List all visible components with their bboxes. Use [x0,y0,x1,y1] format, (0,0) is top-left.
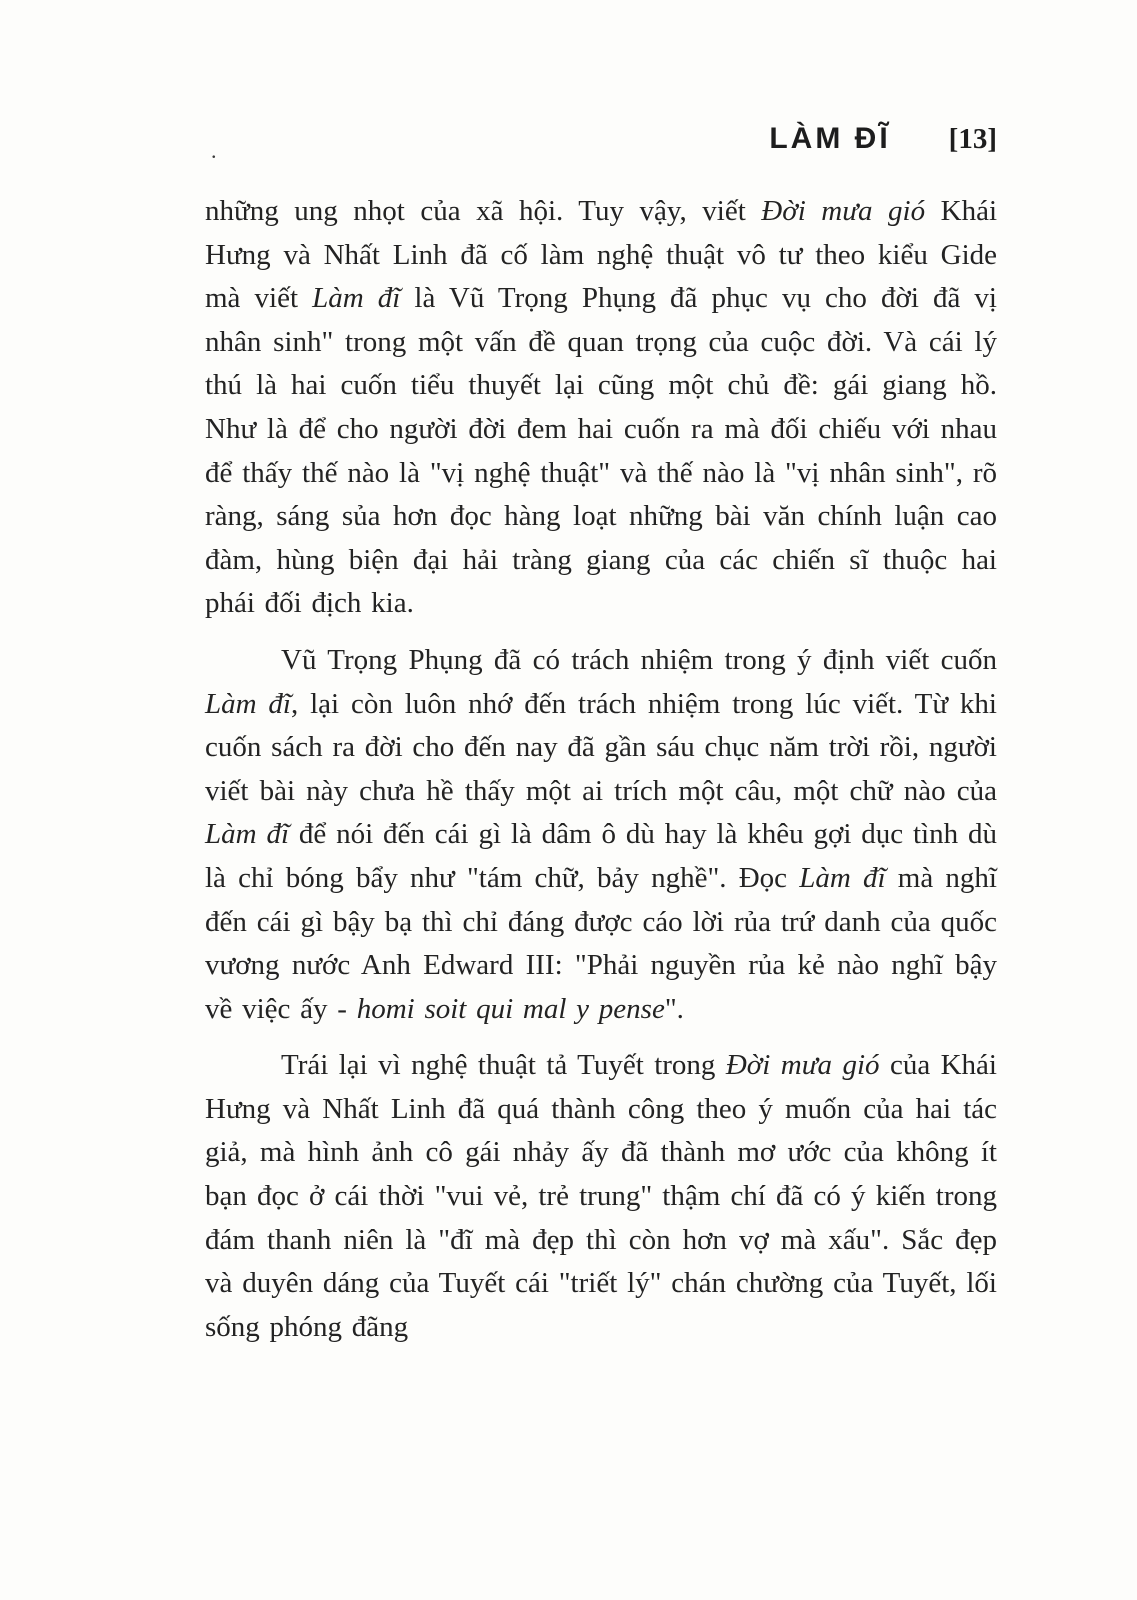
text-run: ". [664,992,684,1025]
body-text [205,190,997,1349]
text-run: Vũ Trọng Phụng đã có trách nhiệm trong ý định viết cuốn [281,643,997,676]
text-run: của Khái Hưng và Nhất Linh đã quá thành công theo ý muốn của hai tác giả, mà hình ảnh cô gái nhảy ấy đã thành mơ ước của không ít bạn đọc ở cái thời "vui vẻ, trẻ trung" thậm chí đã có ý kiến trong đám thanh niên là "đĩ mà đẹp thì còn hơn vợ mà xấu". Sắc đẹp và duyên dáng của Tuyết cái "triết lý" chán chường của Tuyết, lối sống phóng đãng [205,1049,997,1343]
book-title: Làm đĩ [205,818,289,851]
text-run: , lại còn luôn nhớ đến trách nhiệm trong lúc viết. Từ khi cuốn sách ra đời cho đến nay đã gần sáu chục năm trời rồi, người viết bài này chưa hề thấy một ai trích một câu, một chữ nào của [205,687,997,807]
text-run: Trái lại vì nghệ thuật tả Tuyết trong [281,1049,726,1082]
paragraph [205,190,997,626]
text-run: những ung nhọt của xã hội. Tuy vậy, viết [205,195,762,227]
book-title: Đời mưa gió [725,1049,880,1082]
book-title: Đời mưa gió [761,195,926,227]
quoted-latin-phrase: homi soit qui mal y pense [356,992,665,1025]
text-run: là Vũ Trọng Phụng đã phục vụ cho đời đã vị nhân sinh" trong một vấn đề quan trọng của cuộc đời. Và cái lý thú là hai cuốn tiểu thuyết lại cũng một chủ đề: gái giang hồ. Như là để cho người đời đem hai cuốn ra mà đối chiếu với nhau để thấy thế nào là "vị nghệ thuật" và thế nào là "vị nhân sinh", rõ ràng, sáng sủa hơn đọc hàng loạt những bài văn chính luận cao đàm, hùng biện đại hải tràng giang của các chiến sĩ thuộc hai phái đối địch kia. [205,282,997,620]
page-number: [13] [948,123,997,155]
text-run: Khái Hưng và Nhất Linh đã cố làm nghệ thuật vô tư theo kiểu Gide mà viết [205,195,998,315]
page-header [205,122,997,156]
book-title: Làm đĩ [799,861,886,894]
text-run: mà nghĩ đến cái gì bậy bạ thì chỉ đáng được cáo lời rủa trứ danh của quốc vương nước Anh Edward III: "Phải nguyền rủa kẻ nào nghĩ bậy về việc ấy - [205,861,997,1025]
paragraph [205,639,997,1031]
book-title: Làm đĩ [205,687,291,720]
paragraph [205,1044,997,1349]
stray-mark: . [211,138,217,163]
book-title: Làm đĩ [312,282,401,315]
text-run: để nói đến cái gì là dâm ô dù hay là khêu gợi dục tình dù là chỉ bóng bẩy như "tám chữ, bảy nghề". Đọc [205,818,997,894]
book-page [205,122,997,1349]
page-title: LÀM ĐĨ [769,122,891,155]
